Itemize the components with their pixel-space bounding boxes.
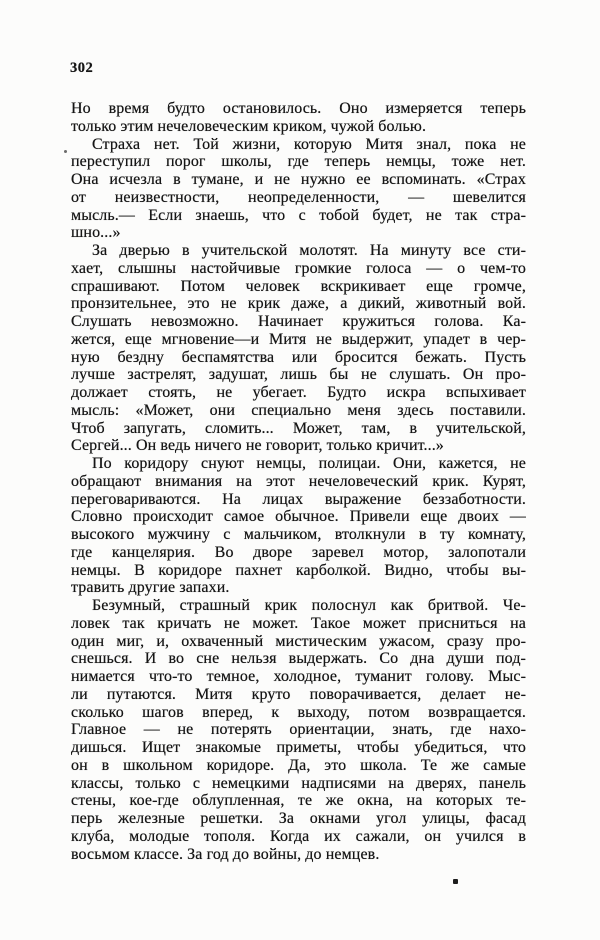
text-line: высокого мужчину с мальчиком, втолкнули в ту комнату, [71,526,526,543]
text-line: Чтоб запугать, сломить... Может, там, в учительской, [71,419,526,437]
text-line: восьмом классе. За год до войны, до немцев. [71,845,380,863]
text-line: перь железные решетки. За окнами угол улицы, фасад [71,810,526,827]
text-line: переступил порог школы, где теперь немцы, тоже нет. [71,153,526,171]
print-speck-bottom [453,879,458,884]
text-line: он в школьном коридоре. Да, это школа. Те же самые [71,756,526,774]
text-line: от неизвестности, неопределенности, — шевелится [71,188,526,206]
text-line: клуба, молодые тополя. Когда их сажали, он учился в [71,827,526,845]
text-line: пронзительнее, это не крик даже, а дикий, животный вой. [71,295,526,313]
text-line: где канцелярия. Во дворе заревел мотор, залопотали [71,543,526,561]
text-line: спрашивают. Потом человек вскрикивает еще громче, [71,277,526,295]
text-line: мысль.— Если знаешь, что с тобой будет, не так стра- [71,206,526,224]
body-text [71,100,526,863]
text-line: Но время будто остановилось. Оно измеряется теперь [71,100,526,117]
text-line: снешься. И во сне нельзя выдержать. Со дна души под- [71,650,526,668]
text-line: Безумный, страшный крик полоснул как бритвой. Че- [92,597,526,614]
text-line: травить другие запахи. [71,579,230,597]
text-line: Словно происходит самое обычное. Привели еще двоих — [71,508,526,526]
text-line: ли путаются. Митя круто поворачивается, делает не- [71,685,526,703]
text-line: мысль: «Может, они специально меня здесь поставили. [71,401,526,419]
text-line: шно...» [71,224,121,242]
page-number: 302 [70,60,94,76]
text-line: переговариваются. На лицах выражение беззаботности. [71,490,526,508]
text-line: обращают внимания на этот нечеловеческий крик. Курят, [71,472,526,490]
text-line: один миг, и, охваченный мистическим ужасом, сразу про- [71,632,526,650]
text-line: сколько шагов вперед, к выходу, потом возвращается. [71,703,526,721]
text-line: Она исчезла в тумане, и не нужно ее вспоминать. «Страх [71,171,526,188]
text-line: только этим нечеловеческим криком, чужой болью. [71,117,427,135]
text-line: дишься. Ищет знакомые приметы, чтобы убедиться, что [71,739,526,756]
text-line: За дверью в учительской молотят. На минуту все сти- [92,242,526,259]
text-line: По коридору снуют немцы, полицаи. Они, кажется, не [92,455,526,472]
text-line: классы, только с немецкими надписями на дверях, панель [71,774,526,792]
text-line: жется, еще мгновение—и Митя не выдержит, упадет в чер- [71,330,526,348]
text-line: ловек так кричать не может. Такое может присниться на [71,614,526,632]
text-line: лучше застрелят, задушат, лишь бы не слушать. Он про- [71,366,526,384]
text-line: немцы. В коридоре пахнет карболкой. Видно, чтобы вы- [71,561,526,579]
text-line: хает, слышны настойчивые громкие голоса — о чем-то [71,259,526,277]
text-line: ную бездну беспамятства или бросится бежать. Пусть [71,348,526,366]
text-line: стены, кое-где облупленная, те же окна, на которых те- [71,792,526,810]
print-speck-small [64,150,67,153]
text-line: Главное — не потерять ориентации, знать, где нахо- [71,721,526,739]
text-line: Сергей... Он ведь ничего не говорит, только кричит...» [71,437,444,455]
text-line: должает стоять, не убегает. Будто искра вспыхивает [71,384,526,401]
text-line: Слушать невозможно. Начинает кружиться голова. Ка- [71,313,526,330]
text-line: Страха нет. Той жизни, которую Митя знал, пока не [92,135,526,153]
text-line: нимается что-то темное, холодное, туманит голову. Мыс- [71,668,526,685]
